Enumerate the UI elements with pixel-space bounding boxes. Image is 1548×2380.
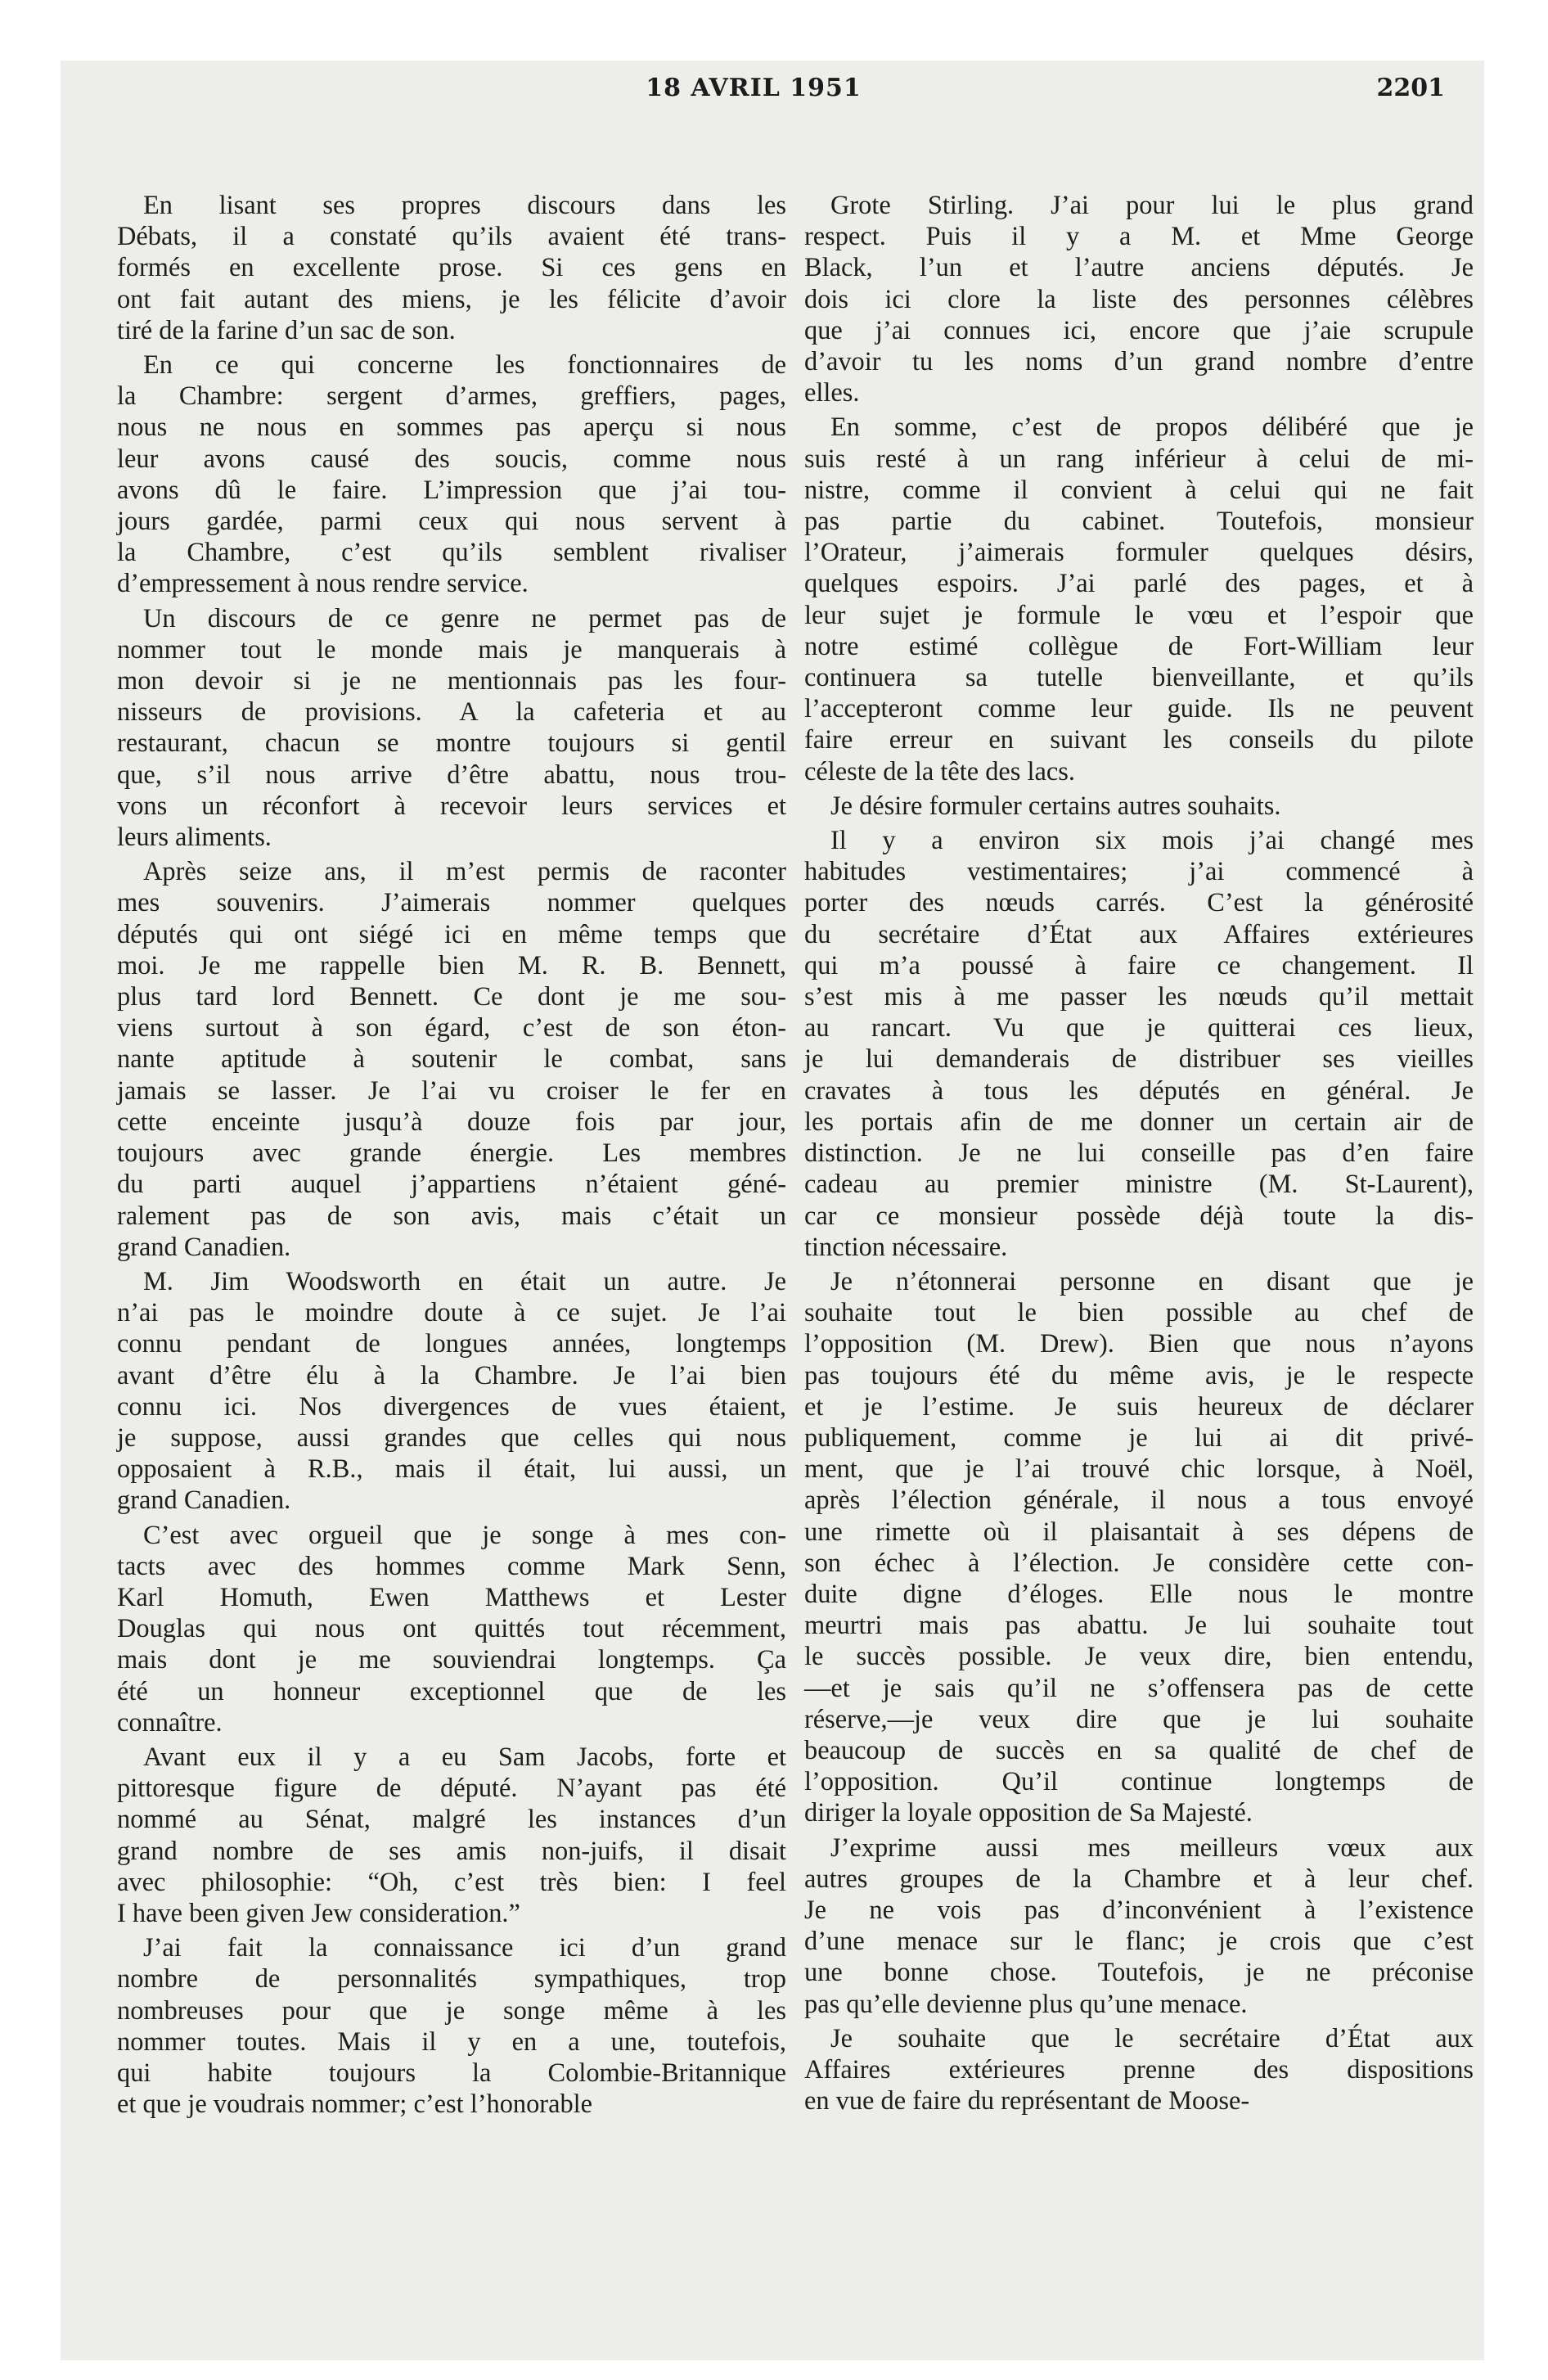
text-line: l’opposition. Qu’il continue longtemps de	[804, 1767, 1474, 1797]
text-line: ment, que je l’ai trouvé chic lorsque, à Noël,	[804, 1454, 1474, 1485]
paragraph	[117, 1742, 786, 1929]
text-line: En somme, c’est de propos délibéré que je	[830, 412, 1474, 443]
text-line: En ce qui concerne les fonctionnaires de	[143, 350, 786, 381]
paragraph	[804, 1266, 1474, 1829]
text-line: restaurant, chacun se montre toujours si gentil	[117, 728, 786, 759]
text-line: tacts avec des hommes comme Mark Senn,	[117, 1551, 786, 1581]
text-line: grand nombre de ses amis non-juifs, il disait	[117, 1836, 786, 1866]
text-line: du parti auquel j’appartiens n’étaient géné-	[117, 1170, 786, 1200]
paragraph	[804, 791, 1474, 822]
text-line: avant d’être élu à la Chambre. Je l’ai bien	[117, 1360, 786, 1391]
text-line: s’est mis à me passer les nœuds qu’il mettait	[804, 982, 1474, 1012]
text-line: porter des nœuds carrés. C’est la générosité	[804, 888, 1474, 918]
paragraph	[804, 412, 1474, 787]
text-line: l’accepteront comme leur guide. Ils ne peuvent	[804, 694, 1474, 724]
text-line: mon devoir si je ne mentionnais pas les four-	[117, 666, 786, 696]
text-line: grand Canadien.	[117, 1485, 291, 1516]
text-line: nante aptitude à soutenir le combat, sans	[117, 1044, 786, 1075]
text-line: je suppose, aussi grandes que celles qui nous	[117, 1422, 786, 1453]
text-line: nistre, comme il convient à celui qui ne fait	[804, 475, 1474, 505]
text-line: après l’élection générale, il nous a tous envoyé	[804, 1485, 1474, 1516]
text-line: nombreuses pour que je songe même à les	[117, 1995, 786, 2026]
text-line: moi. Je me rappelle bien M. R. B. Bennett,	[117, 950, 786, 980]
paragraph	[117, 349, 786, 600]
paragraph	[117, 1266, 786, 1517]
header-date: 18 AVRIL 1951	[646, 74, 862, 102]
paragraph	[804, 825, 1474, 1263]
text-line: l’opposition (M. Drew). Bien que nous n’ayons	[804, 1329, 1474, 1359]
text-line: le succès possible. Je veux dire, bien entendu,	[804, 1642, 1474, 1672]
text-line: qui m’a poussé à faire ce changement. Il	[804, 950, 1474, 980]
text-line: viens surtout à son égard, c’est de son éton-	[117, 1013, 786, 1044]
running-header	[62, 74, 1445, 123]
text-line: diriger la loyale opposition de Sa Majesté.	[804, 1798, 1253, 1828]
text-line: car ce monsieur possède déjà toute la dis-	[804, 1201, 1474, 1231]
text-line: —et je sais qu’il ne s’offensera pas de cette	[804, 1673, 1474, 1703]
text-line: Grote Stirling. J’ai pour lui le plus grand	[830, 191, 1474, 220]
text-line: l’Orateur, j’aimerais formuler quelques désirs,	[804, 538, 1474, 568]
text-line: été un honneur exceptionnel que de les	[117, 1676, 786, 1706]
text-line: pas toujours été du même avis, je le respecte	[804, 1360, 1474, 1391]
text-line: nombre de personnalités sympathiques, trop	[117, 1964, 786, 1995]
text-line: toujours avec grande énergie. Les membres	[117, 1138, 786, 1169]
text-line: pas qu’elle devienne plus qu’une menace.	[804, 1989, 1248, 2019]
text-line: les portais afin de me donner un certain air de	[804, 1107, 1474, 1137]
text-line: connaître.	[117, 1707, 223, 1738]
text-line: faire erreur en suivant les conseils du pilote	[804, 725, 1474, 755]
text-line: tiré de la farine d’un sac de son.	[117, 315, 456, 345]
text-line: son échec à l’élection. Je considère cette con-	[804, 1548, 1474, 1578]
text-line: leur avons causé des soucis, comme nous	[117, 444, 786, 474]
text-line: une rimette où il plaisantait à ses dépens de	[804, 1517, 1474, 1547]
text-line: que j’ai connues ici, encore que j’aie scrupule	[804, 315, 1474, 345]
paragraph	[804, 190, 1474, 408]
text-line: nous ne nous en sommes pas aperçu si nous	[117, 412, 786, 443]
text-line: formés en excellente prose. Si ces gens en	[117, 253, 786, 283]
text-line: leur sujet je formule le vœu et l’espoir que	[804, 600, 1474, 630]
paragraph	[117, 603, 786, 854]
text-line: notre estimé collègue de Fort-William leur	[804, 631, 1474, 661]
right-column	[804, 190, 1474, 2120]
text-line: opposaient à R.B., mais il était, lui aussi, un	[117, 1454, 786, 1485]
text-line: d’une menace sur le flanc; je crois que c’est	[804, 1927, 1474, 1957]
text-line: mais dont je me souviendrai longtemps. Ça	[117, 1645, 786, 1675]
text-line: Je souhaite que le secrétaire d’État aux	[830, 2023, 1474, 2053]
text-line: Avant eux il y a eu Sam Jacobs, forte et	[143, 1742, 786, 1772]
paragraph	[117, 1520, 786, 1738]
text-line: pittoresque figure de député. N’ayant pas été	[117, 1774, 786, 1804]
text-line: souhaite tout le bien possible au chef de	[804, 1298, 1474, 1328]
text-line: la Chambre: sergent d’armes, greffiers, pages,	[117, 381, 786, 412]
text-line: Un discours de ce genre ne permet pas de	[143, 603, 786, 633]
paragraph	[804, 1832, 1474, 2020]
text-line: d’avoir tu les noms d’un grand nombre d’entre	[804, 347, 1474, 377]
text-line: du secrétaire d’État aux Affaires extérieures	[804, 919, 1474, 949]
text-line: que, s’il nous arrive d’être abattu, nous trou-	[117, 760, 786, 790]
text-line: nommer tout le monde mais je manquerais à	[117, 634, 786, 665]
text-line: nommé au Sénat, malgré les instances d’un	[117, 1805, 786, 1835]
text-line: connu pendant de longues années, longtemps	[117, 1329, 786, 1359]
text-line: la Chambre, c’est qu’ils semblent rivaliser	[117, 538, 786, 568]
text-line: députés qui ont siégé ici en même temps que	[117, 919, 786, 949]
text-line: duite digne d’éloges. Elle nous le montre	[804, 1579, 1474, 1609]
text-line: elles.	[804, 378, 860, 408]
text-line: d’empressement à nous rendre service.	[117, 569, 529, 599]
text-line: En lisant ses propres discours dans les	[143, 191, 786, 220]
paragraph	[804, 2023, 1474, 2117]
paragraph	[117, 190, 786, 346]
text-line: Je n’étonnerai personne en disant que je	[830, 1266, 1474, 1296]
text-line: suis resté à un rang inférieur à celui de mi-	[804, 444, 1474, 474]
text-line: grand Canadien.	[117, 1232, 291, 1262]
text-line: quelques espoirs. J’ai parlé des pages, et à	[804, 569, 1474, 599]
text-line: connu ici. Nos divergences de vues étaient,	[117, 1391, 786, 1422]
text-line: Affaires extérieures prenne des dispositions	[804, 2054, 1474, 2085]
text-line: dois ici clore la liste des personnes célèbres	[804, 284, 1474, 314]
text-line: cadeau au premier ministre (M. St-Laurent),	[804, 1170, 1474, 1200]
text-line: au rancart. Vu que je quitterai ces lieux,	[804, 1013, 1474, 1044]
text-line: Karl Homuth, Ewen Matthews et Lester	[117, 1582, 786, 1612]
text-line: ralement pas de son avis, mais c’était un	[117, 1201, 786, 1231]
text-line: M. Jim Woodsworth en était un autre. Je	[143, 1266, 786, 1296]
text-line: tinction nécessaire.	[804, 1232, 1008, 1262]
text-line: réserve,—je veux dire que je lui souhaite	[804, 1704, 1474, 1734]
paragraph	[117, 856, 786, 1263]
text-line: nisseurs de provisions. A la cafeteria et au	[117, 697, 786, 728]
text-line: cette enceinte jusqu’à douze fois par jour,	[117, 1107, 786, 1137]
text-line: nommer toutes. Mais il y en a une, toutefois,	[117, 2026, 786, 2057]
paragraph	[117, 1932, 786, 2120]
text-line: I have been given Jew consideration.”	[117, 1898, 520, 1928]
text-line: Je désire formuler certains autres souhaits.	[830, 791, 1281, 821]
text-line: Je ne vois pas d’inconvénient à l’existence	[804, 1895, 1474, 1925]
text-line: publiquement, comme je lui ai dit privé-	[804, 1422, 1474, 1453]
text-line: C’est avec orgueil que je songe à mes con-	[143, 1520, 786, 1550]
text-line: en vue de faire du représentant de Moose-	[804, 2086, 1250, 2116]
text-line: cravates à tous les députés en général. Je	[804, 1075, 1474, 1106]
text-line: et je l’estime. Je suis heureux de déclarer	[804, 1391, 1474, 1422]
text-line: meurtri mais pas abattu. Je lui souhaite tout	[804, 1611, 1474, 1641]
text-line: une bonne chose. Toutefois, je ne préconise	[804, 1958, 1474, 1988]
text-line: pas partie du cabinet. Toutefois, monsieur	[804, 507, 1474, 537]
text-line: plus tard lord Bennett. Ce dont je me sou-	[117, 982, 786, 1012]
text-line: respect. Puis il y a M. et Mme George	[804, 222, 1474, 252]
text-line: et que je voudrais nommer; c’est l’honorable	[117, 2089, 593, 2120]
text-line: n’ai pas le moindre doute à ce sujet. Je l’ai	[117, 1298, 786, 1328]
text-line: qui habite toujours la Colombie-Britannique	[117, 2058, 786, 2088]
text-line: je lui demanderais de distribuer ses vieilles	[804, 1044, 1474, 1075]
text-line: Il y a environ six mois j’ai changé mes	[830, 826, 1474, 856]
text-line: jours gardée, parmi ceux qui nous servent à	[117, 507, 786, 537]
text-line: J’exprime aussi mes meilleurs vœux aux	[830, 1832, 1474, 1863]
text-line: continuera sa tutelle bienveillante, et qu’ils	[804, 663, 1474, 693]
text-line: vons un réconfort à recevoir leurs services et	[117, 791, 786, 821]
text-line: Après seize ans, il m’est permis de raconter	[143, 857, 786, 887]
text-line: avec philosophie: “Oh, c’est très bien: I feel	[117, 1867, 786, 1897]
text-line: céleste de la tête des lacs.	[804, 756, 1075, 787]
page-number: 2201	[1376, 74, 1445, 102]
text-line: avons dû le faire. L’impression que j’ai tou-	[117, 475, 786, 505]
text-line: Douglas qui nous ont quittés tout récemment,	[117, 1614, 786, 1644]
text-line: J’ai fait la connaissance ici d’un grand	[143, 1933, 786, 1963]
text-line: Débats, il a constaté qu’ils avaient été trans-	[117, 222, 786, 252]
left-column	[117, 190, 786, 2123]
text-line: beaucoup de succès en sa qualité de chef de	[804, 1735, 1474, 1765]
text-line: mes souvenirs. J’aimerais nommer quelques	[117, 888, 786, 918]
text-line: habitudes vestimentaires; j’ai commencé à	[804, 857, 1474, 887]
text-line: distinction. Je ne lui conseille pas d’en faire	[804, 1138, 1474, 1169]
text-line: leurs aliments.	[117, 823, 272, 853]
text-line: jamais se lasser. Je l’ai vu croiser le fer en	[117, 1075, 786, 1106]
text-line: Black, l’un et l’autre anciens députés. Je	[804, 253, 1474, 283]
text-line: autres groupes de la Chambre et à leur chef.	[804, 1864, 1474, 1894]
text-line: ont fait autant des miens, je les félicite d’avoir	[117, 284, 786, 314]
